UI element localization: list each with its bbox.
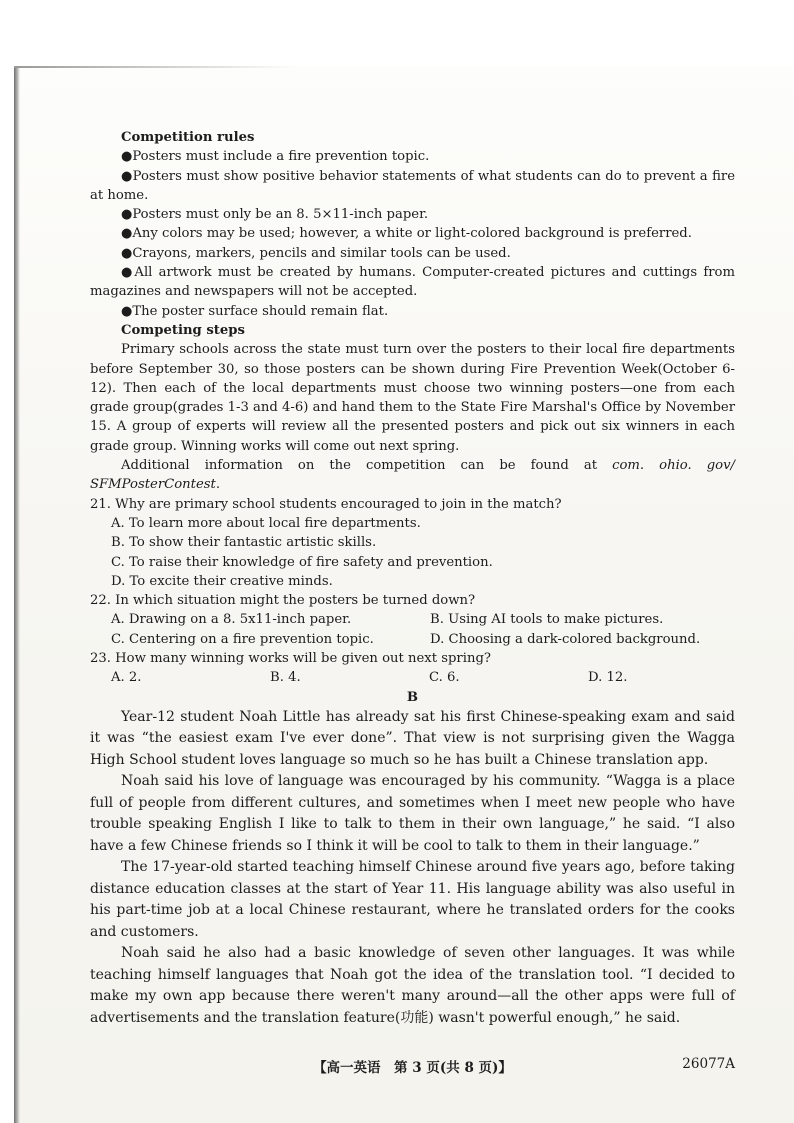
option-item: C. To raise their knowledge of fire safety and prevention. [111, 554, 493, 570]
steps-heading: Competing steps [121, 322, 245, 338]
bullet-icon: ● [121, 226, 133, 242]
question-stem: 21. Why are primary school students encouraged to join in the match? [90, 496, 562, 512]
question-stem: 23. How many winning works will be given out next spring? [90, 651, 491, 667]
passage-paragraph: Noah said he also had a basic knowledge of seven other languages. It was while teaching himself languages that Noah got the idea of the translation tool. “I decided to make my own app because there weren't many around—all the other apps were full of advertisements and the translation feature(功能) wasn't powerful enough,” he said. [90, 945, 735, 1026]
rule-item: ●All artwork must be created by humans. Computer-created pictures and cuttings from magazines and newspapers will not be accepted. [90, 265, 735, 300]
option-row [90, 668, 735, 687]
bullet-icon: ● [121, 303, 133, 319]
rule-item: ●Any colors may be used; however, a white or light-colored background is preferred. [121, 226, 692, 242]
paper-top-edge [14, 66, 294, 68]
contest-link: com. ohio. gov/ SFMPosterContest [90, 458, 735, 493]
option-item: C. 6. [429, 670, 460, 686]
option-item: B. Using AI tools to make pictures. [430, 612, 664, 628]
option-item: D. 12. [588, 670, 628, 686]
passage-b-title: B [406, 689, 419, 705]
rule-item: ●The poster surface should remain flat. [121, 303, 389, 319]
option-item: A. To learn more about local fire departments. [111, 515, 421, 531]
passage-paragraph: Year-12 student Noah Little has already sat his first Chinese-speaking exam and said it was “the easiest exam I've ever done”. That view is not surprising given the Wagga High School student loves language so much so he has built a Chinese translation app. [90, 708, 735, 768]
rule-item: ●Posters must show positive behavior statements of what students can do to prevent a fire at home. [90, 168, 736, 203]
passage-b [90, 707, 735, 1030]
bullet-icon: ● [121, 265, 135, 281]
option-item: B. 4. [270, 670, 301, 686]
steps-paragraph: Primary schools across the state must turn over the posters to their local fire departments before September 30, so those posters can be shown during Fire Prevention Week(October 6-12). Then each of the local departments must choose two winning posters—one from each grade group(grades 1-3 and 4-6) and hand them to the State Fire Marshal's Office by November 15. A group of experts will review all the presented posters and pick out six winners in each grade group. Winning works will come out next spring. [90, 342, 736, 454]
option-item: A. Drawing on a 8. 5x11-inch paper. [111, 612, 352, 628]
passage-paragraph: The 17-year-old started teaching himself Chinese around five years ago, before taking distance education classes at the start of Year 11. His language ability was also useful in his part-time job at a local Chinese restaurant, where he translated orders for the cooks and customers. [90, 859, 735, 940]
passage-paragraph: Noah said his love of language was encouraged by his community. “Wagga is a place full of people from different cultures, and sometimes when I meet new people who have trouble speaking English I like to talk to them in their own language,” he said. “I also have a few Chinese friends so I think it will be cool to talk to them in their language.” [90, 773, 735, 854]
bullet-icon: ● [121, 207, 133, 223]
footer-exam-code: 26077A [682, 1056, 735, 1072]
option-row [90, 630, 735, 649]
rules-heading: Competition rules [121, 130, 255, 145]
paper-left-edge-shadow [14, 66, 20, 1123]
info-paragraph: Additional information on the competition can be found at com. ohio. gov/ SFMPosterContest. [90, 458, 735, 493]
bullet-icon: ● [121, 168, 133, 184]
bullet-icon: ● [121, 149, 133, 165]
option-item: D. To excite their creative minds. [111, 573, 333, 589]
rule-item: ●Posters must include a fire prevention topic. [121, 149, 430, 165]
option-item: A. 2. [111, 670, 142, 686]
bullet-icon: ● [121, 245, 133, 261]
option-item: C. Centering on a fire prevention topic. [111, 631, 374, 647]
option-item: D. Choosing a dark-colored background. [430, 631, 701, 647]
page-content [90, 128, 735, 1029]
option-row [90, 610, 735, 629]
page-footer [90, 1056, 735, 1076]
option-item: B. To show their fantastic artistic skills. [111, 535, 377, 551]
rule-item: ●Posters must only be an 8. 5×11-inch paper. [121, 207, 429, 223]
question-stem: 22. In which situation might the posters be turned down? [90, 593, 476, 609]
footer-page-label: 【高一英语 第 3 页(共 8 页)】 [313, 1060, 512, 1076]
rule-item: ●Crayons, markers, pencils and similar tools can be used. [121, 245, 511, 261]
